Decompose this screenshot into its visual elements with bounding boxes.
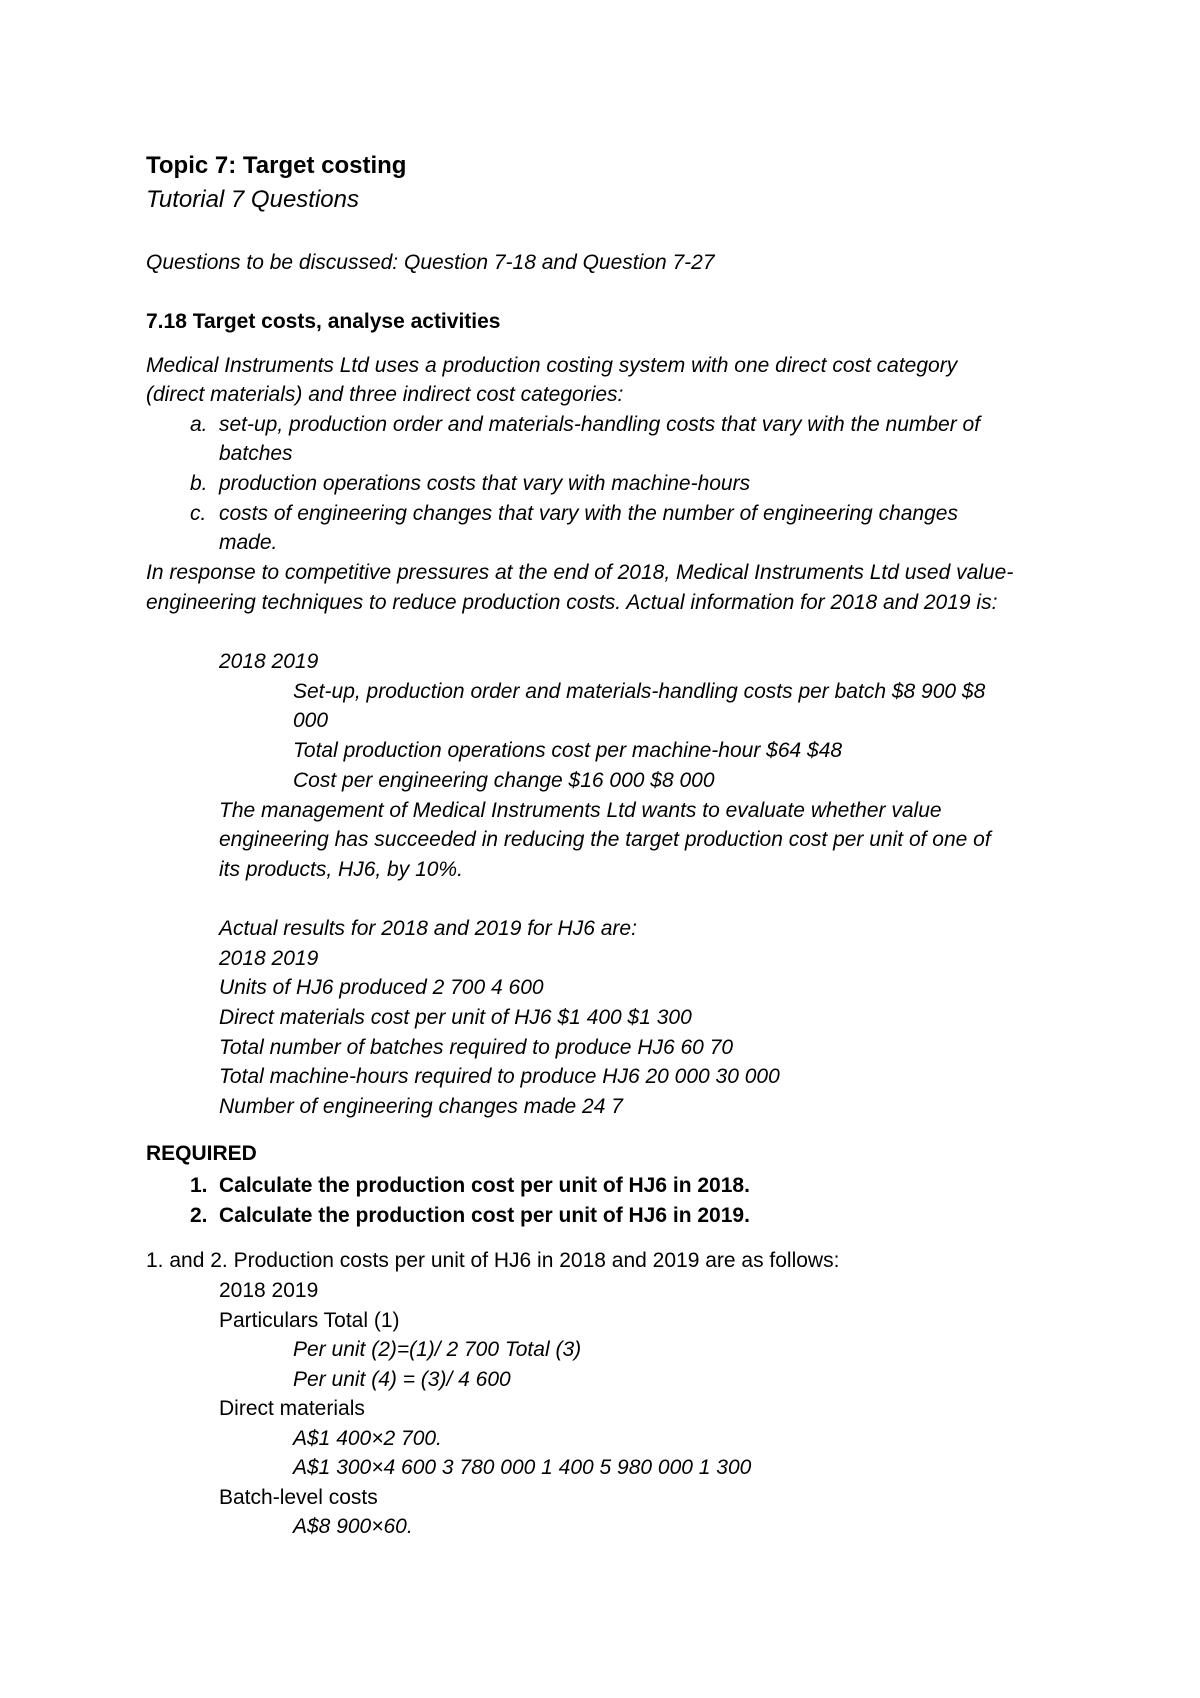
list-item-text: production operations costs that vary with machine-hours: [219, 472, 751, 495]
management-line: engineering has succeeded in reducing the target production cost per unit of one of: [219, 828, 991, 851]
required-item-number: 2.: [190, 1204, 208, 1227]
management-line: The management of Medical Instruments Ltd wants to evaluate whether value: [219, 799, 942, 822]
actual-results-row: Units of HJ6 produced 2 700 4 600: [219, 976, 544, 999]
page-title: Topic 7: Target costing: [146, 152, 407, 179]
answer-dm-calc-2019: A$1 300×4 600 3 780 000 1 400 5 980 000 1 300: [293, 1456, 752, 1479]
list-item-text: set-up, production order and materials-handling costs that vary with the number of: [219, 413, 981, 436]
questions-discussed: Questions to be discussed: Question 7-18 and Question 7-27: [146, 251, 715, 274]
actual-results-heading: Actual results for 2018 and 2019 for HJ6 are:: [219, 917, 637, 940]
actual-info-line: 000: [293, 709, 329, 732]
actual-results-row: Direct materials cost per unit of HJ6 $1 400 $1 300: [219, 1006, 692, 1029]
actual-results-row: Total number of batches required to produce HJ6 60 70: [219, 1036, 734, 1059]
required-heading: REQUIRED: [146, 1142, 257, 1165]
answer-per-unit-2019: Per unit (4) = (3)/ 4 600: [293, 1368, 511, 1391]
list-marker: a.: [190, 413, 208, 436]
answer-dm-calc-2018: A$1 400×2 700.: [293, 1427, 442, 1450]
required-item-text: Calculate the production cost per unit of HJ6 in 2018.: [219, 1174, 750, 1197]
actual-info-line: Set-up, production order and materials-handling costs per batch $8 900 $8: [293, 680, 986, 703]
response-line: In response to competitive pressures at the end of 2018, Medical Instruments Ltd used value-: [146, 561, 1014, 584]
list-item-text: batches: [219, 442, 293, 465]
answer-batch-calc-2018: A$8 900×60.: [293, 1515, 413, 1538]
list-marker: b.: [190, 472, 208, 495]
actual-results-row: Number of engineering changes made 24 7: [219, 1095, 623, 1118]
actual-results-row: Total machine-hours required to produce HJ6 20 000 30 000: [219, 1065, 780, 1088]
response-line: engineering techniques to reduce production costs. Actual information for 2018 and 2019 is:: [146, 591, 998, 614]
intro-line: (direct materials) and three indirect cost categories:: [146, 383, 624, 406]
actual-info-line: Cost per engineering change $16 000 $8 000: [293, 769, 715, 792]
required-item-text: Calculate the production cost per unit of HJ6 in 2019.: [219, 1204, 750, 1227]
answer-particulars: Particulars Total (1): [219, 1309, 400, 1332]
answer-intro: 1. and 2. Production costs per unit of HJ6 in 2018 and 2019 are as follows:: [146, 1249, 840, 1272]
answer-years: 2018 2019: [219, 1279, 319, 1302]
answer-direct-materials: Direct materials: [219, 1397, 365, 1420]
list-item-text: made.: [219, 531, 278, 554]
intro-line: Medical Instruments Ltd uses a production costing system with one direct cost category: [146, 354, 958, 377]
list-item-text: costs of engineering changes that vary with the number of engineering changes: [219, 502, 958, 525]
required-item-number: 1.: [190, 1174, 208, 1197]
list-marker: c.: [190, 502, 207, 525]
actual-info-line: Total production operations cost per machine-hour $64 $48: [293, 739, 843, 762]
answer-batch-level: Batch-level costs: [219, 1486, 378, 1509]
actual-results-years: 2018 2019: [219, 947, 319, 970]
answer-per-unit-2018: Per unit (2)=(1)/ 2 700 Total (3): [293, 1338, 582, 1361]
section-heading: 7.18 Target costs, analyse activities: [146, 310, 501, 333]
actual-info-years: 2018 2019: [219, 650, 319, 673]
management-line: its products, HJ6, by 10%.: [219, 858, 463, 881]
page-subtitle: Tutorial 7 Questions: [146, 186, 359, 213]
